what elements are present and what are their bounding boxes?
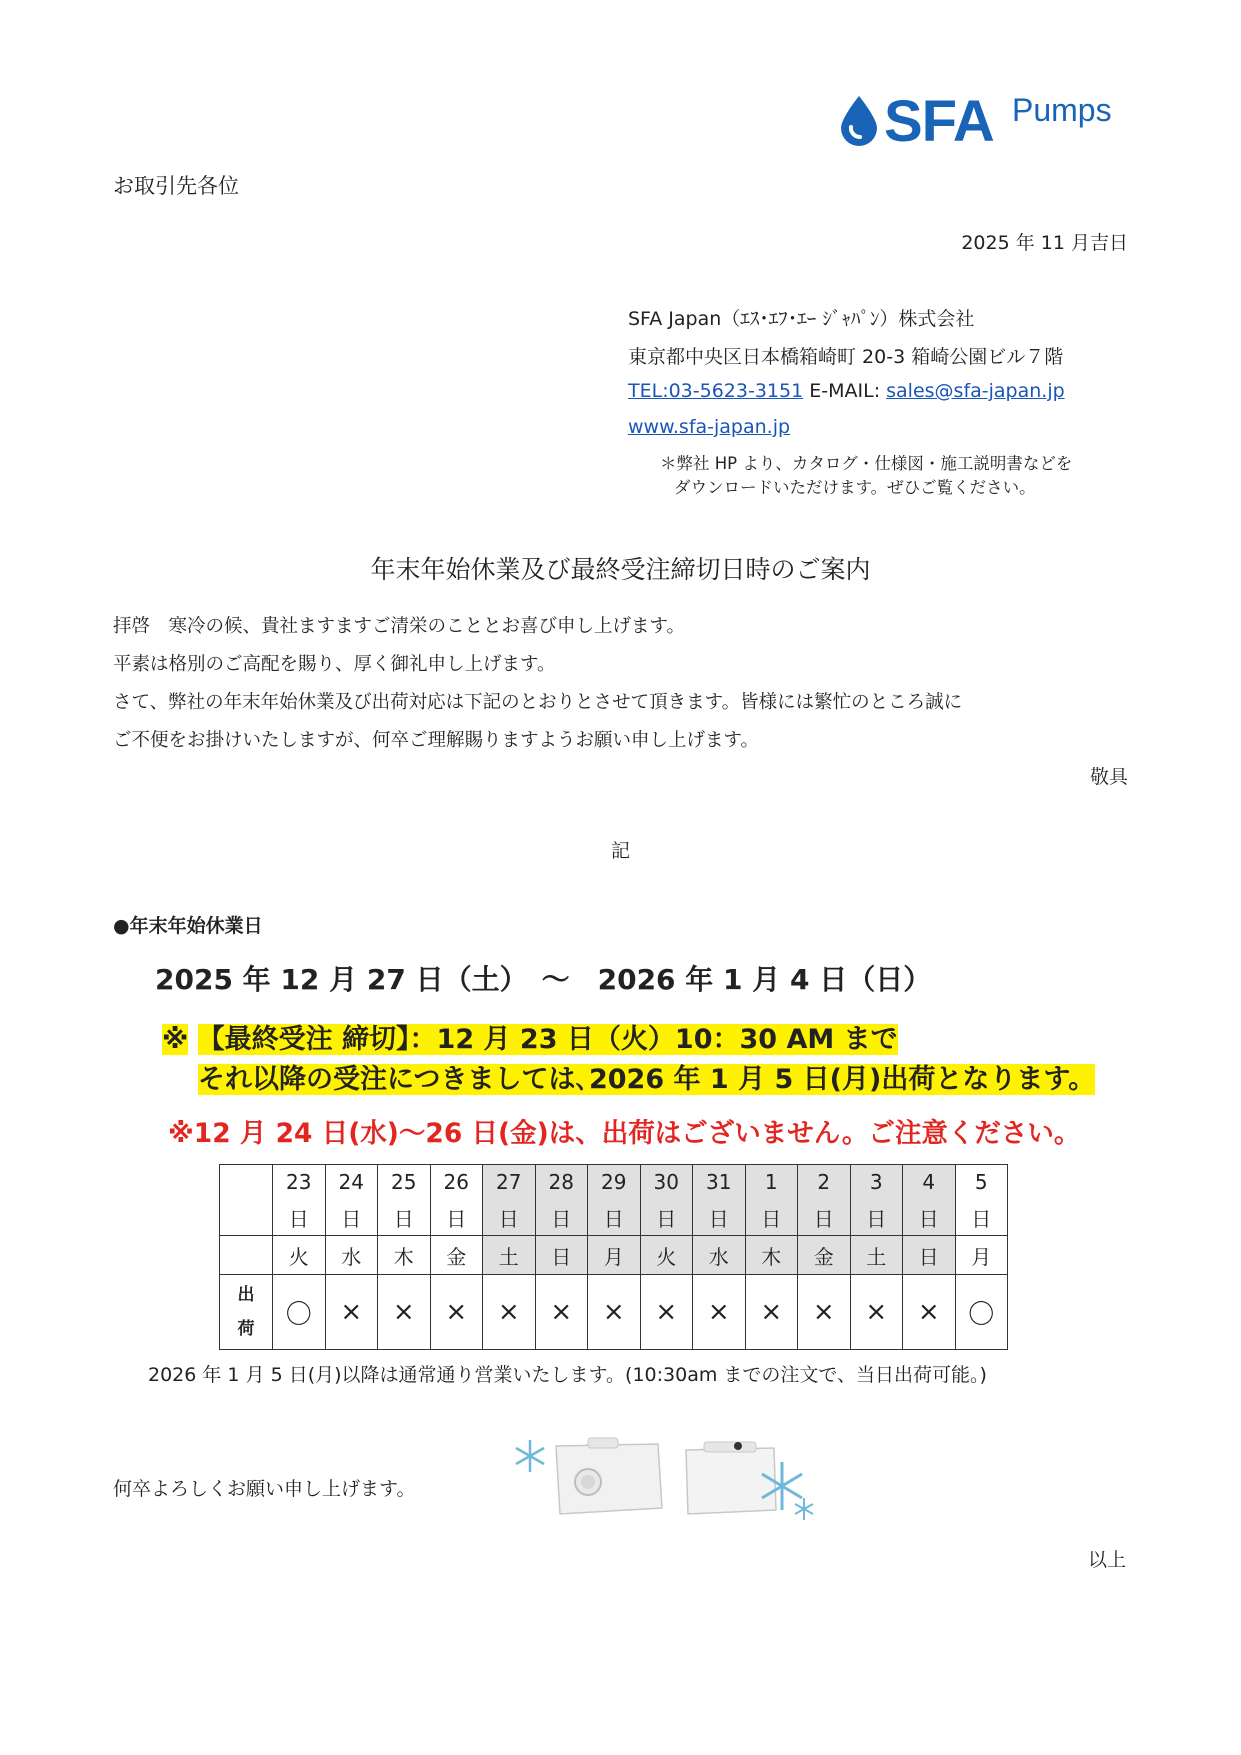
company-logo — [838, 88, 1138, 154]
day-suffix: 日 — [588, 1199, 641, 1236]
day-suffix: 日 — [273, 1199, 326, 1236]
weekday: 日 — [535, 1236, 588, 1275]
shipment-status: × — [483, 1275, 536, 1350]
sender-company: SFA Japan（ｴｽ･ｴﾌ･ｴｰ ｼﾞｬﾊﾟﾝ）株式会社 — [628, 308, 975, 330]
holiday-heading: ●年末年始休業日 — [113, 915, 263, 937]
calendar-corner — [220, 1165, 273, 1236]
weekday: 土 — [850, 1236, 903, 1275]
body-paragraph-4: ご不便をお掛けいたしますが、何卒ご理解賜りますようお願い申し上げます。 — [113, 730, 760, 751]
pump-unit-right — [686, 1442, 776, 1514]
weekday: 水 — [325, 1236, 378, 1275]
calendar-shipment-row — [220, 1275, 1008, 1350]
day-number: 29 — [588, 1165, 641, 1200]
download-note-line2: ダウンロードいただけます。ぜひご覧ください。 — [674, 478, 1036, 497]
day-suffix: 日 — [378, 1199, 431, 1236]
body-paragraph-1: 拝啓 寒冷の候、貴社ますますご清栄のこととお喜び申し上げます。 — [113, 616, 686, 637]
day-suffix: 日 — [640, 1199, 693, 1236]
day-suffix: 日 — [535, 1199, 588, 1236]
day-number: 4 — [903, 1165, 956, 1200]
weekday: 金 — [430, 1236, 483, 1275]
day-suffix: 日 — [745, 1199, 798, 1236]
day-suffix: 日 — [325, 1199, 378, 1236]
day-suffix: 日 — [798, 1199, 851, 1236]
business-resume-note: 2026 年 1 月 5 日(月)以降は通常通り営業いたします。(10:30am までの注文で、当日出荷可能。) — [148, 1364, 987, 1386]
body-paragraph-3: さて、弊社の年末年始休業及び出荷対応は下記のとおりとさせて頂きます。皆様には繁忙のところ誠に — [113, 692, 963, 713]
day-number: 2 — [798, 1165, 851, 1200]
body-paragraph-2: 平素は格別のご高配を賜り、厚く御礼申し上げます。 — [113, 654, 556, 675]
logo-sub: Pumps — [1012, 92, 1112, 128]
day-suffix: 日 — [430, 1199, 483, 1236]
shipment-status: × — [378, 1275, 431, 1350]
calendar-day-number-row — [220, 1165, 1008, 1200]
day-suffix: 日 — [483, 1199, 536, 1236]
calendar-day-suffix-row — [220, 1199, 1008, 1236]
weekday: 金 — [798, 1236, 851, 1275]
email-label: E-MAIL: — [809, 380, 881, 402]
shipment-calendar — [219, 1164, 1008, 1350]
day-suffix: 日 — [955, 1199, 1008, 1236]
deadline-line-1 — [162, 1017, 898, 1056]
weekday: 月 — [588, 1236, 641, 1275]
weekday: 日 — [903, 1236, 956, 1275]
day-suffix: 日 — [850, 1199, 903, 1236]
tel-link[interactable]: TEL:03-5623-3151 — [628, 380, 804, 402]
day-number: 31 — [693, 1165, 746, 1200]
page-title: 年末年始休業及び最終受注締切日時のご案内 — [370, 555, 871, 584]
shipment-status: 〇 — [273, 1275, 326, 1350]
sender-contact — [628, 380, 1065, 402]
ijo: 以上 — [1087, 1549, 1126, 1571]
weekday: 火 — [273, 1236, 326, 1275]
sender-web — [628, 416, 790, 438]
shipment-status: × — [535, 1275, 588, 1350]
download-note-line1: ＊弊社 HP より、カタログ・仕様図・施工説明書などを — [660, 454, 1073, 473]
deadline-next-shipment: それ以降の受注につきましては､2026 年 1 月 5 日(月)出荷となります。 — [198, 1064, 1096, 1095]
day-number: 1 — [745, 1165, 798, 1200]
calendar-corner — [220, 1236, 273, 1275]
weekday: 土 — [483, 1236, 536, 1275]
day-number: 30 — [640, 1165, 693, 1200]
no-shipment-warning: ※12 月 24 日(水)～26 日(金)は、出荷はございません。ご注意ください。 — [168, 1118, 1081, 1149]
shipment-status: × — [430, 1275, 483, 1350]
pump-unit-left — [556, 1438, 662, 1514]
day-number: 28 — [535, 1165, 588, 1200]
deadline-mark: ※ — [162, 1024, 189, 1055]
pump-illustration — [508, 1428, 818, 1528]
holiday-period: 2025 年 12 月 27 日（土） ～ 2026 年 1 月 4 日（日） — [155, 963, 932, 996]
logo-brand: SFA — [884, 89, 994, 154]
closing-line: 何卒よろしくお願い申し上げます。 — [113, 1478, 416, 1500]
email-link[interactable]: sales@sfa-japan.jp — [886, 380, 1065, 402]
weekday: 木 — [378, 1236, 431, 1275]
shipment-label-line2: 荷 — [237, 1319, 255, 1339]
shipment-status: 〇 — [955, 1275, 1008, 1350]
shipment-row-label — [220, 1275, 273, 1350]
issue-date: 2025 年 11 月吉日 — [961, 232, 1128, 254]
day-number: 23 — [273, 1165, 326, 1200]
day-number: 26 — [430, 1165, 483, 1200]
shipment-status: × — [325, 1275, 378, 1350]
shipment-status: × — [903, 1275, 956, 1350]
day-number: 24 — [325, 1165, 378, 1200]
weekday: 月 — [955, 1236, 1008, 1275]
snowflake-icon — [795, 1498, 813, 1520]
ki-marker: 記 — [610, 840, 630, 862]
website-link[interactable]: www.sfa-japan.jp — [628, 416, 791, 438]
weekday: 水 — [693, 1236, 746, 1275]
shipment-status: × — [693, 1275, 746, 1350]
snowflake-icon — [516, 1440, 544, 1472]
sender-address: 東京都中央区日本橋箱崎町 20-3 箱崎公園ビル７階 — [628, 346, 1064, 368]
weekday: 火 — [640, 1236, 693, 1275]
day-number: 5 — [955, 1165, 1008, 1200]
keigu: 敬具 — [1089, 766, 1128, 788]
shipment-status: × — [850, 1275, 903, 1350]
day-number: 27 — [483, 1165, 536, 1200]
calendar-weekday-row — [220, 1236, 1008, 1275]
shipment-status: × — [588, 1275, 641, 1350]
shipment-status: × — [640, 1275, 693, 1350]
shipment-status: × — [745, 1275, 798, 1350]
deadline-text: 【最終受注 締切】：12 月 23 日（火）10：30 AM まで — [197, 1024, 898, 1055]
day-number: 25 — [378, 1165, 431, 1200]
water-drop-icon — [838, 94, 880, 146]
deadline-line-2 — [198, 1057, 1095, 1096]
shipment-label-line1: 出 — [237, 1285, 255, 1305]
day-suffix: 日 — [903, 1199, 956, 1236]
day-number: 3 — [850, 1165, 903, 1200]
shipment-status: × — [798, 1275, 851, 1350]
weekday: 木 — [745, 1236, 798, 1275]
recipient: お取引先各位 — [113, 174, 239, 198]
day-suffix: 日 — [693, 1199, 746, 1236]
